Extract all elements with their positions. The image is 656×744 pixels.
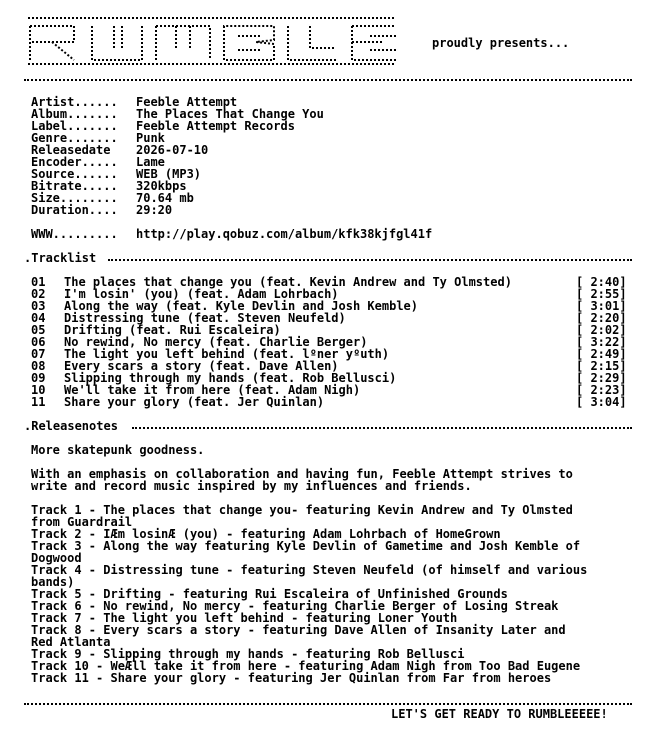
track-number: 05 (31, 323, 46, 337)
info-label: Source...... (31, 167, 118, 181)
track-number: 09 (31, 371, 46, 385)
notes-line: Track 7 - The light you left behind - featuring Loner Youth (31, 611, 458, 625)
info-label: Releasedate (31, 143, 111, 157)
track-title: Along the way (feat. Kyle Devlin and Josh Kemble) (64, 299, 419, 313)
info-value: Lame (136, 155, 165, 169)
track-title: I'm losin' (you) (feat. Adam Lohrbach) (64, 287, 339, 301)
www-link[interactable]: http://play.qobuz.com/album/kfk38kjfgl41f (136, 227, 433, 241)
track-title: The light you left behind (feat. lºner yºuth) (64, 347, 390, 361)
www-row (0, 228, 656, 240)
track-duration: [ 2:40] (576, 275, 627, 289)
divider (132, 427, 632, 429)
notes-paragraph (31, 504, 641, 684)
track-title: The places that change you (feat. Kevin Andrew and Ty Olmsted) (64, 275, 512, 289)
info-label: Size........ (31, 191, 118, 205)
info-value: Feeble Attempt Records (136, 119, 295, 133)
track-duration: [ 2:15] (576, 359, 627, 373)
divider (24, 703, 632, 705)
notes-line: Track 9 - Slipping through my hands - featuring Rob Bellusci (31, 647, 465, 661)
info-label: Artist...... (31, 95, 118, 109)
track-title: We'll take it from here (feat. Adam Nigh) (64, 383, 361, 397)
track-duration: [ 2:20] (576, 311, 627, 325)
info-value: Feeble Attempt (136, 95, 238, 109)
divider (108, 259, 632, 261)
notes-paragraph (31, 444, 641, 456)
info-value: 2026-07-10 (136, 143, 209, 157)
info-value: 320kbps (136, 179, 187, 193)
info-value: 70.64 mb (136, 191, 194, 205)
track-title: No rewind, No mercy (feat. Charlie Berger) (64, 335, 368, 349)
info-label: Album....... (31, 107, 118, 121)
info-label: Duration.... (31, 203, 118, 217)
track-title: Distressing tune (feat. Steven Neufeld) (64, 311, 346, 325)
notes-line: Track 5 - Drifting - featuring Rui Escaleira of Unfinished Grounds (31, 587, 508, 601)
notes-paragraph (31, 468, 641, 492)
track-number: 08 (31, 359, 46, 373)
track-number: 03 (31, 299, 46, 313)
info-value: The Places That Change You (136, 107, 324, 121)
info-label: Bitrate..... (31, 179, 118, 193)
notes-line: Dogwood (31, 551, 82, 565)
track-title: Every scars a story (feat. Dave Allen) (64, 359, 339, 373)
info-value: 29:20 (136, 203, 173, 217)
info-label: Genre....... (31, 131, 118, 145)
notes-line: Red Atlanta (31, 635, 111, 649)
notes-line: Track 4 - Distressing tune - featuring Steven Neufeld (of himself and various (31, 563, 588, 577)
divider (24, 79, 632, 81)
track-number: 07 (31, 347, 46, 361)
notes-line: Track 10 - WeÆll take it from here - featuring Adam Nigh from Too Bad Eugene (31, 659, 581, 673)
track-duration: [ 2:49] (576, 347, 627, 361)
track-number: 01 (31, 275, 46, 289)
track-row (0, 396, 656, 408)
track-number: 04 (31, 311, 46, 325)
track-duration: [ 3:22] (576, 335, 627, 349)
track-number: 10 (31, 383, 46, 397)
info-label: Encoder..... (31, 155, 118, 169)
track-number: 11 (31, 395, 46, 409)
notes-line: write and record music inspired by my influences and friends. (31, 479, 472, 493)
track-title: Share your glory (feat. Jer Quinlan) (64, 395, 325, 409)
notes-line: from Guardrail (31, 515, 133, 529)
track-number: 02 (31, 287, 46, 301)
notes-line: bands) (31, 575, 75, 589)
track-number: 06 (31, 335, 46, 349)
notes-line: Track 6 - No rewind, No mercy - featuring Charlie Berger of Losing Streak (31, 599, 559, 613)
notes-line: Track 3 - Along the way featuring Kyle Devlin of Gametime and Josh Kemble of (31, 539, 581, 553)
footer-tagline: LET'S GET READY TO RUMBLEEEEE! (391, 707, 608, 721)
notes-line: More skatepunk goodness. (31, 443, 205, 457)
track-duration: [ 2:29] (576, 371, 627, 385)
notes-line: Track 8 - Every scars a story - featuring Dave Allen of Insanity Later and (31, 623, 566, 637)
track-duration: [ 2:55] (576, 287, 627, 301)
notes-line: Track 11 - Share your glory - featuring Jer Quinlan from Far from heroes (31, 671, 552, 685)
rumble-logo (24, 16, 400, 66)
notes-line: Track 2 - IÆm losinÆ (you) - featuring Adam Lohrbach of HomeGrown (31, 527, 501, 541)
track-duration: [ 3:04] (576, 395, 627, 409)
tracklist-heading: .Tracklist (24, 251, 97, 265)
proudly-presents: proudly presents... (432, 36, 570, 50)
track-duration: [ 2:23] (576, 383, 627, 397)
info-value: Punk (136, 131, 165, 145)
track-title: Drifting (feat. Rui Escaleira) (64, 323, 281, 337)
info-value: WEB (MP3) (136, 167, 202, 181)
www-label: WWW......... (31, 227, 118, 241)
track-title: Slipping through my hands (feat. Rob Bellusci) (64, 371, 397, 385)
track-duration: [ 3:01] (576, 299, 627, 313)
notes-line: With an emphasis on collaboration and having fun, Feeble Attempt strives to (31, 467, 573, 481)
info-row (0, 204, 656, 216)
track-duration: [ 2:02] (576, 323, 627, 337)
releasenotes-heading: .Releasenotes (24, 419, 118, 433)
notes-line: Track 1 - The places that change you- featuring Kevin Andrew and Ty Olmsted (31, 503, 573, 517)
info-label: Label....... (31, 119, 118, 133)
